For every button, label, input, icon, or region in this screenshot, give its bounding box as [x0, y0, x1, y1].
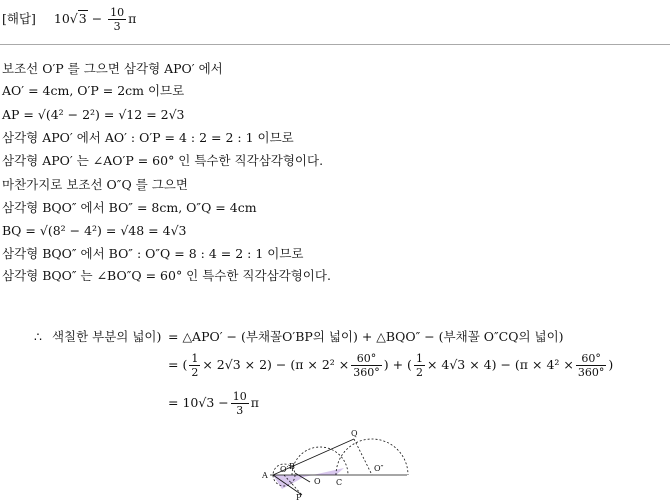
large-semicircle — [336, 439, 408, 475]
conclusion-line-2: = ( $\frac{1}{2}$ × 2√3 × 2) − (π × 2² × $\frac{60^\circ}{360^\circ}$ ) + ( $\frac{1}{2}$ × 4√3 × 4) − (π × 4² × $\frac{60^\circ}{360^\circ}$ ) — [168, 352, 614, 379]
solution-line-9: 삼각형 BQO″ 에서 BO″ : O″Q = 8 : 4 = 2 : 1 이므로 — [2, 246, 304, 261]
solution-line-1: 보조선 O′P 를 그으면 삼각형 APO′ 에서 — [2, 61, 223, 76]
label-O: O — [314, 477, 321, 486]
label-B: B — [289, 462, 295, 471]
answer-header — [2, 6, 136, 33]
label-O1: O′ — [280, 465, 289, 474]
solution-line-5: 삼각형 APO′ 는 ∠AO′P = 60° 인 특수한 직각삼각형이다. — [2, 153, 324, 168]
solution-line-10: 삼각형 BQO″ 는 ∠BO″Q = 60° 인 특수한 직각삼각형이다. — [2, 268, 331, 283]
label-C: C — [336, 478, 343, 487]
solution-line-2: AO′ = 4cm, O′P = 2cm 이므로 — [2, 83, 185, 98]
solution-line-6: 마찬가지로 보조선 O″Q 를 그으면 — [2, 177, 188, 192]
solution-line-8: BQ = √(8² − 4²) = √48 = 4√3 — [2, 223, 187, 238]
solution-line-7: 삼각형 BQO″ 에서 BO″ = 8cm, O″Q = 4cm — [2, 200, 257, 215]
conclusion-line-3: = 10√3 − $\frac{10}{3}$ π — [168, 390, 259, 417]
radius-OQ — [354, 439, 372, 475]
geometry-diagram — [262, 428, 412, 500]
divider — [0, 44, 670, 45]
therefore-symbol: ∴ — [34, 329, 42, 344]
solution-line-4: 삼각형 APO′ 에서 AO′ : O′P = 4 : 2 = 2 : 1 이므로 — [2, 130, 294, 145]
label-Q: Q — [351, 429, 358, 438]
conclusion-label: ∴ 색칠한 부분의 넓이) — [34, 329, 162, 344]
answer-value: 10√3 − $\frac{10}{3}$ π — [53, 6, 137, 33]
label-P: P — [296, 493, 302, 500]
label-A: A — [262, 471, 268, 480]
answer-label: [해답] — [2, 11, 36, 26]
label-O2: O″ — [374, 464, 384, 473]
conclusion-line-1: = △APO′ − (부채꼴O′BP의 넓이) + △BQO″ − (부채꼴 O″CQ의 넓이) — [168, 329, 564, 344]
solution-line-3: AP = √(4² − 2²) = √12 = 2√3 — [2, 107, 185, 122]
